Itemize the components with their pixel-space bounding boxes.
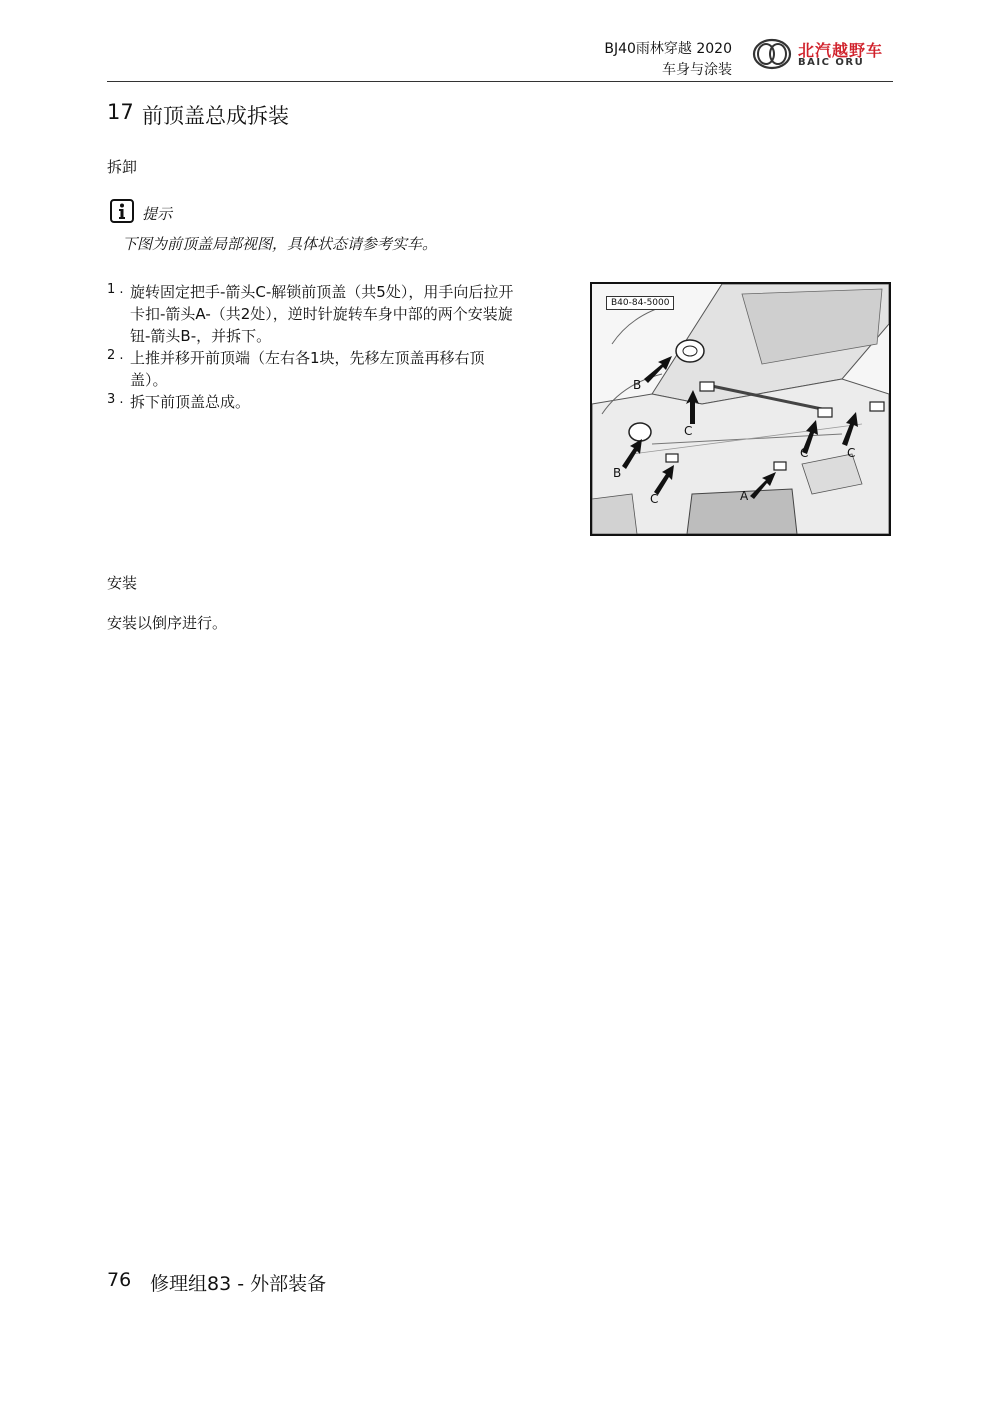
step-text: 拆下前顶盖总成。 — [130, 393, 251, 411]
header-model: BJ40雨林穿越 2020 — [604, 41, 732, 57]
figure-label-b: B — [633, 378, 642, 392]
header-section: 车身与涂装 — [662, 62, 732, 78]
removal-heading: 拆卸 — [107, 158, 138, 176]
figure-label-c: C — [800, 446, 809, 460]
figure-label-b: B — [613, 466, 622, 480]
logo-english-text: BAIC ORU — [798, 57, 865, 68]
installation-heading: 安装 — [107, 574, 138, 592]
figure-id: B40-84-5000 — [606, 296, 674, 310]
step-item — [107, 391, 517, 413]
hint-text: 下图为前顶盖局部视图，具体状态请参考实车。 — [122, 235, 438, 253]
brand-emblem-icon — [752, 38, 792, 70]
step-text: 旋转固定把手-箭头C-解锁前顶盖（共5处），用手向后拉开卡扣-箭头A-（共2处），逆时针旋转车身中部的两个安装旋钮-箭头B-，并拆下。 — [130, 283, 514, 345]
brand-logo — [752, 38, 892, 72]
figure-label-c: C — [650, 492, 659, 506]
figure-label-c: C — [847, 446, 856, 460]
section-number: 17 — [107, 100, 134, 124]
installation-text: 安装以倒序进行。 — [107, 614, 228, 632]
figure-label-a: A — [740, 489, 749, 503]
section-title: 前顶盖总成拆装 — [142, 104, 289, 128]
figure-label-c: C — [684, 424, 693, 438]
repair-group: 修理组83 - 外部装备 — [150, 1273, 327, 1295]
page-number: 76 — [107, 1269, 132, 1291]
roof-panel-figure — [590, 282, 891, 536]
hint-label: 提示 — [142, 205, 173, 223]
header-divider — [107, 81, 893, 82]
step-item — [107, 347, 517, 391]
removal-steps — [107, 281, 517, 413]
logo-chinese-text: 北汽越野车 — [798, 41, 884, 60]
step-item — [107, 281, 517, 347]
step-number: 3 . — [107, 392, 124, 407]
info-icon — [110, 199, 134, 223]
step-text: 上推并移开前顶端（左右各1块，先移左顶盖再移右顶盖）。 — [130, 349, 485, 389]
step-number: 2 . — [107, 348, 124, 363]
step-number: 1 . — [107, 282, 124, 297]
